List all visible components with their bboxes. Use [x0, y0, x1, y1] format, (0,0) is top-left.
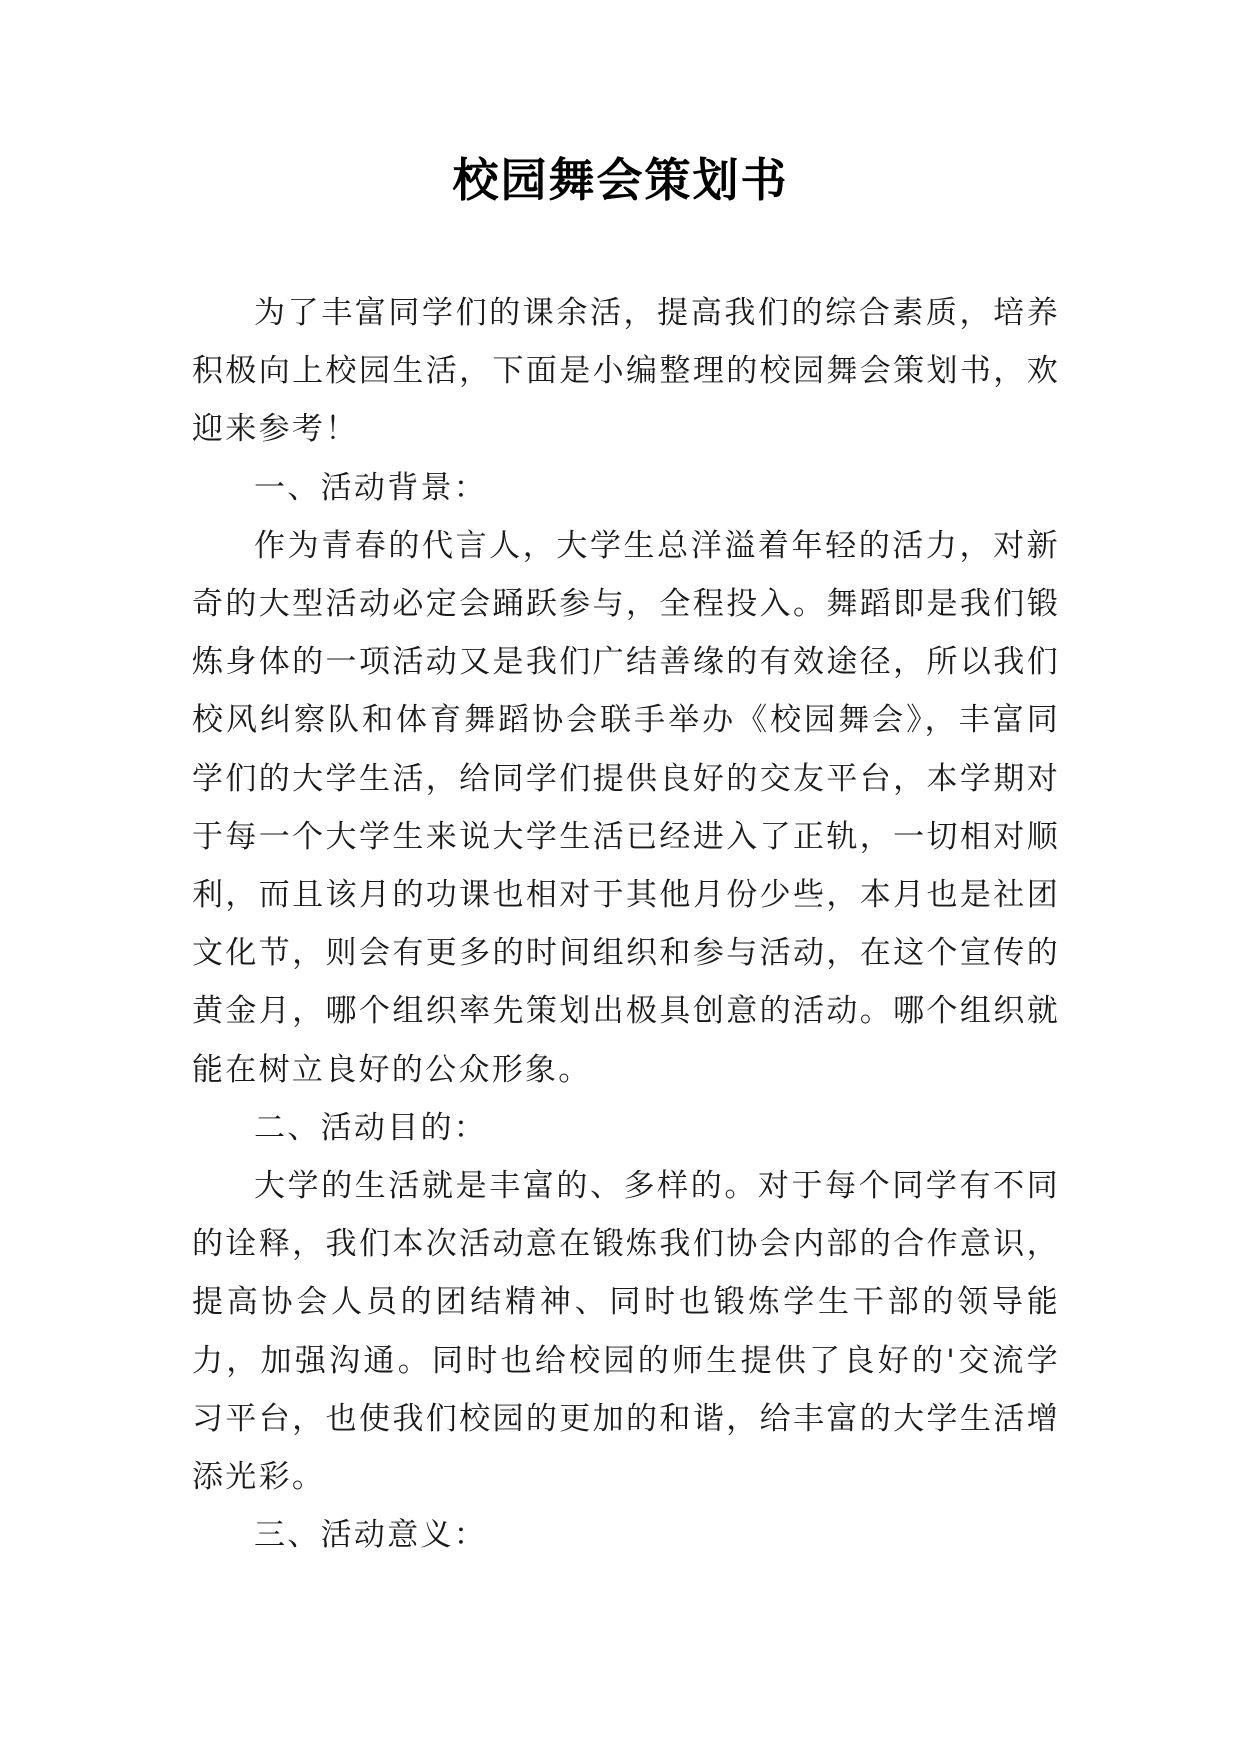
section-heading-purpose: 二、活动目的： — [254, 1109, 488, 1146]
document-body — [192, 284, 1060, 1564]
document-title: 校园舞会策划书 — [452, 153, 789, 207]
intro-paragraph: 为了丰富同学们的课余活，提高我们的综合素质，培养积极向上校园生活，下面是小编整理的校园舞会策划书，欢迎来参考！ — [192, 295, 1060, 448]
purpose-paragraph: 大学的生活就是丰富的、多样的。对于每个同学有不同的诠释，我们本次活动意在锻炼我们协会内部的合作意识，提高协会人员的团结精神、同时也锻炼学生干部的领导能力，加强沟通。同时也给校园的师生提供了良好的'交流学习平台，也使我们校园的更加的和谐，给丰富的大学生活增添光彩。 — [192, 1168, 1060, 1496]
section-heading-background: 一、活动背景： — [254, 469, 488, 506]
background-paragraph: 作为青春的代言人，大学生总洋溢着年轻的活力，对新奇的大型活动必定会踊跃参与，全程投入。舞蹈即是我们锻炼身体的一项活动又是我们广结善缘的有效途径，所以我们校风纠察队和体育舞蹈协会联手举办《校园舞会》，丰富同学们的大学生活，给同学们提供良好的交友平台，本学期对于每一个大学生来说大学生活已经进入了正轨，一切相对顺利，而且该月的功课也相对于其他月份少些，本月也是社团文化节，则会有更多的时间组织和参与活动，在这个宣传的黄金月，哪个组织率先策划出极具创意的活动。哪个组织就能在树立良好的公众形象。 — [192, 527, 1060, 1088]
section-heading-significance: 三、活动意义： — [254, 1517, 488, 1554]
